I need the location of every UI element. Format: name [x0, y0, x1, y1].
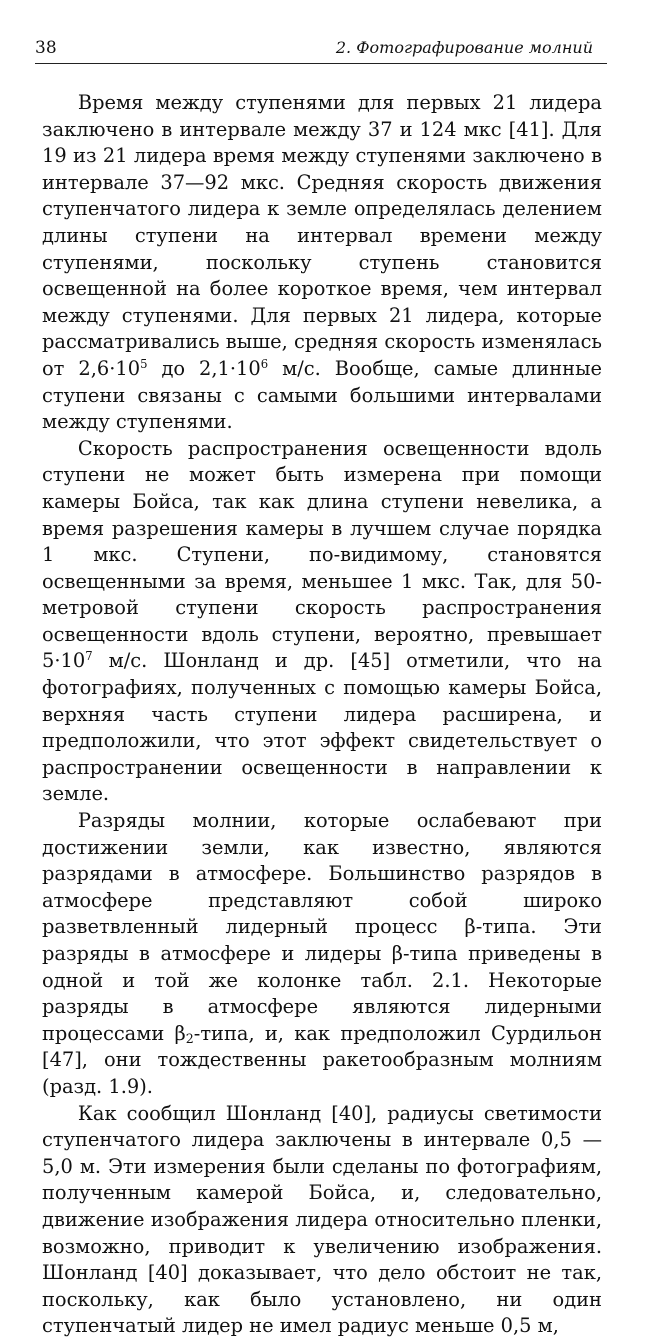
superscript: 6 — [260, 356, 269, 371]
superscript: 5 — [140, 356, 148, 371]
text-run: -типа, и, как предположил Сурдильон [47], они тождественны ракетообразным молниям (разд. 1.9). — [42, 1021, 602, 1098]
paragraph — [42, 1101, 602, 1340]
paragraph — [42, 90, 602, 436]
text-run: Скорость распространения освещенности вдоль ступени не может быть измерена при помощи камеры Бойса, так как длина ступени невелика, а время разрешения камеры в лучшем случае порядка 1 мкс. Ступени, по-видимому, становятся освещенными за время, меньшее 1 мкс. Так, для 50-метровой ступени скорость распространения освещенности вдоль ступени, вероятно, превышает 5·10 — [42, 436, 602, 673]
body-text — [42, 90, 602, 1340]
page-number: 38 — [35, 38, 57, 58]
text-run: Как сообщил Шонланд [40], радиусы светимости ступенчатого лидера заключены в интервале 0,5 — 5,0 м. Эти измерения были сделаны по фотографиям, полученным камерой Бойса, и, следовательно, движение изображения лидера относительно пленки, возможно, приводит к увеличению изображения. Шонланд [40] доказывает, что дело обстоит не так, поскольку, как было установлено, ни один ступенчатый лидер не имел радиус меньше 0,5 м, — [42, 1101, 602, 1338]
page-header — [35, 38, 607, 62]
text-run: до 2,1·10 — [147, 356, 261, 380]
text-run: Разряды молнии, которые ослабевают при достижении земли, как известно, являются разрядами в атмосфере. Большинство разрядов в атмосфере представляют собой широко разветвленный лидерный процесс β-типа. Эти разряды в атмосфере и лидеры β-типа приведены в одной и той же колонке табл. 2.1. Некоторые разряды в атмосфере являются лидерными процессами β — [42, 809, 602, 1045]
text-run: Время между ступенями для первых 21 лидера заключено в интервале между 37 и 124 мкс [41]. Для 19 из 21 лидера время между ступенями заключено в интервале 37—92 мкс. Средняя скорость движения ступенчатого лидера к земле определялась делением длины ступени на интервал времени между ступенями, поскольку ступень становится освещенной на более короткое время, чем интервал между ступенями. Для первых 21 лидера, которые рассматривались выше, средняя скорость изменялась от 2,6·10 — [42, 91, 602, 380]
subscript: 2 — [185, 1030, 194, 1046]
superscript: 7 — [85, 649, 93, 664]
text-run: м/с. Вообще, самые длинные ступени связаны с самыми большими интервалами между ступенями. — [42, 356, 602, 434]
paragraph — [42, 436, 602, 808]
header-rule — [35, 63, 607, 64]
paragraph — [42, 808, 602, 1101]
text-run: м/с. Шонланд и др. [45] отметили, что на фотографиях, полученных с помощью камеры Бойса, верхняя часть ступени лидера расширена, и предположили, что этот эффект свидетельствует о распространении освещенности в направлении к земле. — [42, 649, 602, 806]
running-title: 2. Фотографирование молний — [335, 38, 593, 57]
